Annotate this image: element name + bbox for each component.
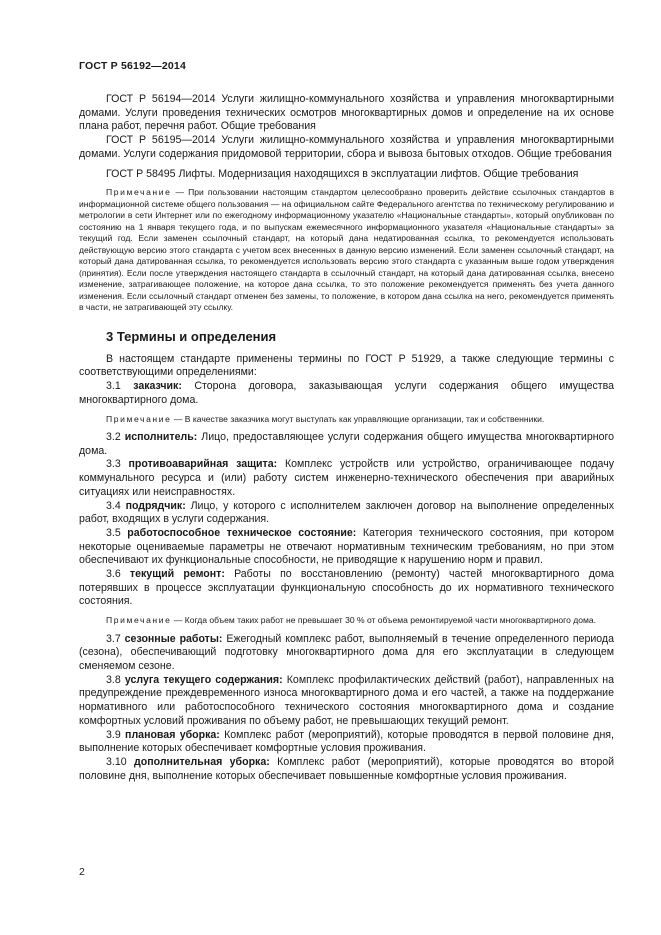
term-name: заказчик: xyxy=(133,380,182,393)
term-number: 3.6 xyxy=(106,568,130,581)
term-definition: Комплекс профилактических действий (работ), направленных на предупреждение преждевременного износа многоквартирного дома и его частей, а также на поддержание нормативного или работоспособного технического состояния многоквартирного дома и создание комфортных условий проживания по объему работ, не превышающих текущий ремонт. xyxy=(79,673,614,727)
term-number: 3.1 xyxy=(106,380,134,393)
term-definition: Комплекс работ (мероприятий), которые проводятся в первой половине дня, выполнение которых обеспечивает комфортные условия проживания. xyxy=(79,728,614,755)
term-definition: Комплекс устройств или устройство, ограничивающее подачу коммунального ресурса и (или) работу систем инженерно-технического обеспечения при аварийных ситуациях или неисправностях. xyxy=(79,458,615,498)
note-text: — В качестве заказчика могут выступать как управляющие организации, так и собственники. xyxy=(171,413,545,424)
term-3-2 xyxy=(79,431,614,458)
term-name: плановая уборка: xyxy=(125,728,220,741)
term-name: текущий ремонт: xyxy=(129,568,225,581)
term-number: 3.5 xyxy=(106,526,128,539)
term-name: дополнительная уборка: xyxy=(134,756,270,768)
reference-56194: ГОСТ Р 56194—2014 Услуги жилищно-коммунального хозяйства и управления многоквартирными домами. Услуги проведения технических осмотров многоквартирных домов и определение на их основе плана работ, перечня работ. Общие требования xyxy=(79,93,614,133)
term-number: 3.3 xyxy=(106,458,129,471)
term-3-7 xyxy=(79,633,614,674)
section-heading: 3 Термины и определения xyxy=(106,328,277,344)
term-definition: Лицо, предоставляющее услуги содержания общего имущества многоквартирного дома. xyxy=(79,431,615,457)
term-name: сезонные работы: xyxy=(124,632,223,645)
term-definition: Категория технического состояния, при котором некоторые оцениваемые параметры не отвечают нормативным техническим требованиям, но при этом обеспечивают их функциональные способности, не приводящие к нарушению норм и правил. xyxy=(79,526,615,567)
term-3-1 xyxy=(79,380,614,407)
term-definition: Лицо, у которого с исполнителем заключен договор на выполнение определенных работ, входящих в услуги содержания. xyxy=(79,499,615,526)
term-name: противоаварийная защита: xyxy=(128,458,278,471)
term-3-6-note xyxy=(79,615,614,627)
term-3-5 xyxy=(79,527,614,568)
term-3-6 xyxy=(79,568,614,609)
note-text: — При пользовании настоящим стандартом целесообразно проверить действие ссылочных стандартов в информационной системе общего пользования — на официальном сайте Федерального агентства по техническому регулированию и метрологии в сети Интернет или по ежегодному информационному указателю «Национальные стандарты», который опубликован по состоянию на 1 января текущего года, и по выпускам ежемесячного информационного указателя «Национальные стандарты» за текущий год. Если заменен ссылочный стандарт, на который дана недатированная ссылка, то рекомендуется использовать действующую версию этого стандарта с учетом всех внесенных в данную версию изменений. Если заменен ссылочный стандарт, на который дана датированная ссылка, то рекомендуется использовать версию этого стандарта с указанным выше годом утверждения (принятия). Если после утверждения настоящего стандарта в ссылочный стандарт, на который дана датированная ссылка, внесено изменение, затрагивающее положение, на которое дана ссылка, то это положение рекомендуется применять без учета данного изменения. Если ссылочный стандарт отменен без замены, то положение, в котором дана ссылка на него, рекомендуется применять в части, не затрагивающей эту ссылку. xyxy=(79,187,614,313)
document-header: ГОСТ Р 56192—2014 xyxy=(79,60,187,72)
term-definition: Сторона договора, заказывающая услуги содержания общего имущества многоквартирного дома. xyxy=(79,380,615,406)
term-number: 3.2 xyxy=(106,431,125,444)
term-3-1-note xyxy=(79,414,614,426)
term-number: 3.10 xyxy=(106,756,135,768)
term-number: 3.7 xyxy=(106,632,125,645)
term-3-8 xyxy=(79,674,614,729)
term-3-9 xyxy=(79,729,614,756)
note-label: Примечание xyxy=(106,413,172,424)
reference-56195: ГОСТ Р 56195—2014 Услуги жилищно-коммунального хозяйства и управления многоквартирными домами. Услуги содержания придомовой территории, сбора и вывоза бытовых отходов. Общие требования xyxy=(79,134,614,160)
term-definition: Ежегодный комплекс работ, выполняемый в течение определенного периода (сезона), обеспечивающий подготовку многоквартирного дома для его эксплуатации в следующем сменяемом сезоне. xyxy=(79,632,614,673)
term-name: услуга текущего содержания: xyxy=(124,673,283,686)
section-intro: В настоящем стандарте применены термины по ГОСТ Р 51929, а также следующие термины с соответствующими определениями: xyxy=(79,352,614,379)
term-number: 3.4 xyxy=(106,499,126,512)
term-name: подрядчик: xyxy=(125,499,186,512)
references-note xyxy=(79,187,614,314)
term-definition: Комплекс работ (мероприятий), которые проводятся во второй половине дня, выполнение которых обеспечивает повышенные комфортные условия проживания. xyxy=(79,756,615,782)
term-name: работоспособное техническое состояние: xyxy=(127,526,357,539)
term-3-3 xyxy=(79,458,614,499)
note-label: Примечание xyxy=(106,187,172,198)
note-label: Примечание xyxy=(106,615,172,626)
page-content xyxy=(79,93,614,783)
note-text: — Когда объем таких работ не превышает 30 % от объема ремонтируемой части многоквартирного дома. xyxy=(171,615,596,626)
term-name: исполнитель: xyxy=(124,431,198,444)
term-3-4 xyxy=(79,500,614,527)
term-number: 3.8 xyxy=(106,673,125,686)
term-definition: Работы по восстановлению (ремонту) частей многоквартирного дома потерявших в процессе эксплуатации функциональную способность до их нормативного технического состояния. xyxy=(79,568,614,608)
term-number: 3.9 xyxy=(106,728,126,741)
term-3-10 xyxy=(79,756,614,783)
page-number: 2 xyxy=(79,866,85,878)
reference-58495: ГОСТ Р 58495 Лифты. Модернизация находящихся в эксплуатации лифтов. Общие требования xyxy=(106,167,579,180)
